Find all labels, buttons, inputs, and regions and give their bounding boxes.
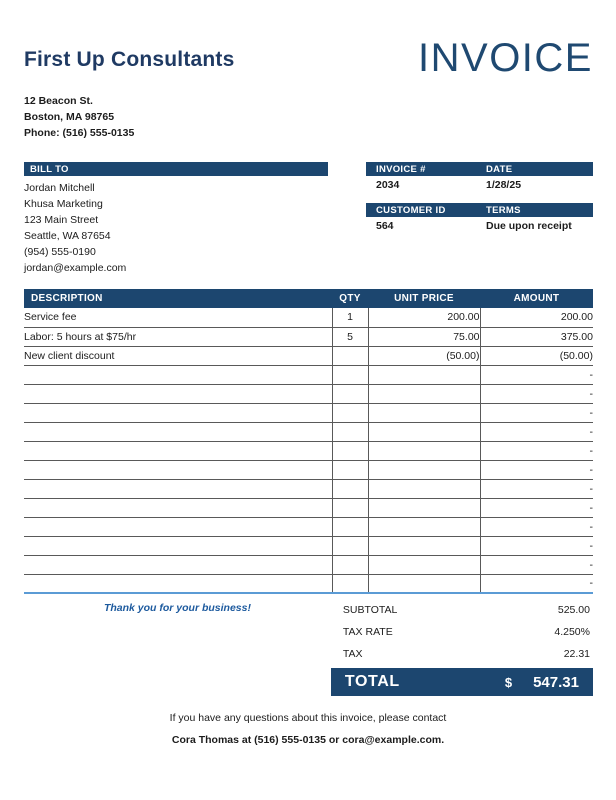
empty-unit-price-cell [368, 498, 480, 517]
invoice-number-date-values [366, 179, 593, 191]
bill-to-header-bar: BILL TO [24, 162, 328, 176]
company-name: First Up Consultants [24, 48, 235, 71]
footer-contact-details: Cora Thomas at (516) 555-0135 or cora@example.com. [171, 734, 445, 746]
totals-block [331, 599, 593, 696]
table-row-empty [24, 517, 593, 536]
bill-to-company: Khusa Marketing [24, 198, 103, 210]
invoice-number-date-table [366, 162, 593, 191]
total-value: 547.31 [533, 673, 579, 691]
table-row-empty [24, 555, 593, 574]
total-label: TOTAL [344, 673, 400, 690]
table-row [24, 327, 593, 346]
item-unit-price-cell: 200.00 [368, 308, 480, 327]
empty-amount-cell: - [480, 555, 593, 574]
item-description-cell: New client discount [24, 346, 332, 365]
thank-you-note: Thank you for your business! [103, 602, 251, 614]
bill-to-name: Jordan Mitchell [24, 182, 95, 194]
empty-qty-cell [332, 422, 368, 441]
customer-id-terms-values [366, 220, 593, 232]
company-address-line: Phone: (516) 555-0135 [24, 127, 135, 139]
empty-unit-price-cell [368, 460, 480, 479]
tax-rate-row [331, 621, 593, 643]
empty-description-cell [24, 403, 332, 422]
totals-section [24, 599, 593, 696]
empty-unit-price-cell [368, 384, 480, 403]
table-row-empty [24, 403, 593, 422]
empty-unit-price-cell [368, 441, 480, 460]
empty-description-cell [24, 365, 332, 384]
description-column-header: DESCRIPTION [24, 289, 332, 308]
empty-qty-cell [332, 498, 368, 517]
item-amount-cell: (50.00) [480, 346, 593, 365]
empty-qty-cell [332, 441, 368, 460]
empty-amount-cell: - [480, 384, 593, 403]
line-items-table [24, 289, 593, 594]
empty-description-cell [24, 384, 332, 403]
empty-qty-cell [332, 460, 368, 479]
date-value: 1/28/25 [486, 179, 522, 191]
subtotal-value: 525.00 [557, 604, 590, 616]
bill-to-section [24, 162, 328, 276]
item-amount-cell: 375.00 [480, 327, 593, 346]
footer-contact-line: If you have any questions about this invoice, please contact [169, 712, 447, 724]
bill-to-street: 123 Main Street [24, 214, 99, 226]
empty-qty-cell [332, 403, 368, 422]
empty-description-cell [24, 422, 332, 441]
empty-amount-cell: - [480, 498, 593, 517]
company-address [24, 93, 593, 141]
item-qty-cell [332, 346, 368, 365]
invoice-title: INVOICE [418, 36, 593, 80]
invoice-meta-section [366, 162, 593, 276]
customer-id-label: CUSTOMER ID [376, 204, 446, 216]
empty-unit-price-cell [368, 555, 480, 574]
empty-description-cell [24, 441, 332, 460]
total-bar [331, 668, 593, 696]
item-qty-cell: 5 [332, 327, 368, 346]
tax-rate-value: 4.250% [554, 626, 590, 638]
invoice-number-label: INVOICE # [376, 163, 426, 175]
empty-description-cell [24, 536, 332, 555]
empty-description-cell [24, 574, 332, 593]
bill-to-email: jordan@example.com [24, 262, 127, 274]
subtotal-label: SUBTOTAL [342, 604, 398, 616]
header [24, 36, 593, 78]
tax-row [331, 643, 593, 665]
customer-id-value: 564 [376, 220, 394, 232]
bill-to-city: Seattle, WA 87654 [24, 230, 111, 242]
tax-rate-label: TAX RATE [342, 626, 393, 638]
date-label: DATE [486, 163, 513, 175]
table-row [24, 308, 593, 327]
unit-price-column-header: UNIT PRICE [368, 289, 480, 308]
empty-amount-cell: - [589, 577, 593, 590]
empty-description-cell [24, 517, 332, 536]
item-qty-cell: 1 [332, 308, 368, 327]
empty-description-cell [24, 555, 332, 574]
subtotal-row [331, 599, 593, 621]
footer [0, 712, 616, 746]
table-row-empty [24, 536, 593, 555]
empty-qty-cell [332, 574, 368, 593]
invoice-number-date-header-bar [366, 162, 593, 176]
empty-amount-cell: - [480, 479, 593, 498]
empty-description-cell [24, 498, 332, 517]
terms-value: Due upon receipt [486, 220, 572, 232]
table-row-empty [24, 574, 593, 593]
bill-to-phone: (954) 555-0190 [24, 246, 96, 258]
table-row-empty [24, 479, 593, 498]
empty-amount-cell: - [480, 517, 593, 536]
empty-amount-cell: - [480, 460, 593, 479]
line-items-header [24, 289, 593, 308]
empty-unit-price-cell [368, 403, 480, 422]
company-address-line: Boston, MA 98765 [24, 111, 115, 123]
company-address-line: 12 Beacon St. [24, 95, 93, 107]
invoice-number-value: 2034 [376, 179, 400, 191]
empty-amount-cell: - [480, 536, 593, 555]
customer-id-terms-table [366, 203, 593, 232]
table-row [24, 346, 593, 365]
table-row-empty [24, 441, 593, 460]
empty-qty-cell [332, 365, 368, 384]
table-row-empty [24, 365, 593, 384]
bill-to-lines [24, 180, 328, 276]
item-amount-cell: 200.00 [480, 308, 593, 327]
qty-column-header: QTY [332, 289, 368, 308]
empty-unit-price-cell [368, 479, 480, 498]
empty-description-cell [24, 460, 332, 479]
item-description-cell: Labor: 5 hours at $75/hr [24, 327, 332, 346]
table-row-empty [24, 498, 593, 517]
empty-qty-cell [332, 479, 368, 498]
empty-unit-price-cell [368, 574, 480, 593]
empty-unit-price-cell [368, 536, 480, 555]
amount-column-header: AMOUNT [480, 289, 593, 308]
parties-section [24, 162, 593, 276]
table-row-empty [24, 422, 593, 441]
empty-amount-cell: - [480, 422, 593, 441]
currency-symbol: $ [504, 674, 513, 690]
empty-qty-cell [332, 555, 368, 574]
tax-value: 22.31 [563, 648, 590, 660]
customer-id-terms-header-bar [366, 203, 593, 217]
empty-description-cell [24, 479, 332, 498]
table-row-empty [24, 460, 593, 479]
empty-amount-cell: - [480, 441, 593, 460]
empty-unit-price-cell [368, 365, 480, 384]
empty-amount-cell: - [480, 403, 593, 422]
item-description-cell: Service fee [24, 308, 332, 327]
terms-label: TERMS [486, 204, 521, 216]
item-unit-price-cell: (50.00) [368, 346, 480, 365]
empty-qty-cell [332, 536, 368, 555]
tax-label: TAX [342, 648, 363, 660]
empty-unit-price-cell [368, 517, 480, 536]
item-unit-price-cell: 75.00 [368, 327, 480, 346]
table-row-empty [24, 384, 593, 403]
empty-qty-cell [332, 384, 368, 403]
empty-qty-cell [332, 517, 368, 536]
empty-unit-price-cell [368, 422, 480, 441]
empty-amount-cell: - [480, 365, 593, 384]
